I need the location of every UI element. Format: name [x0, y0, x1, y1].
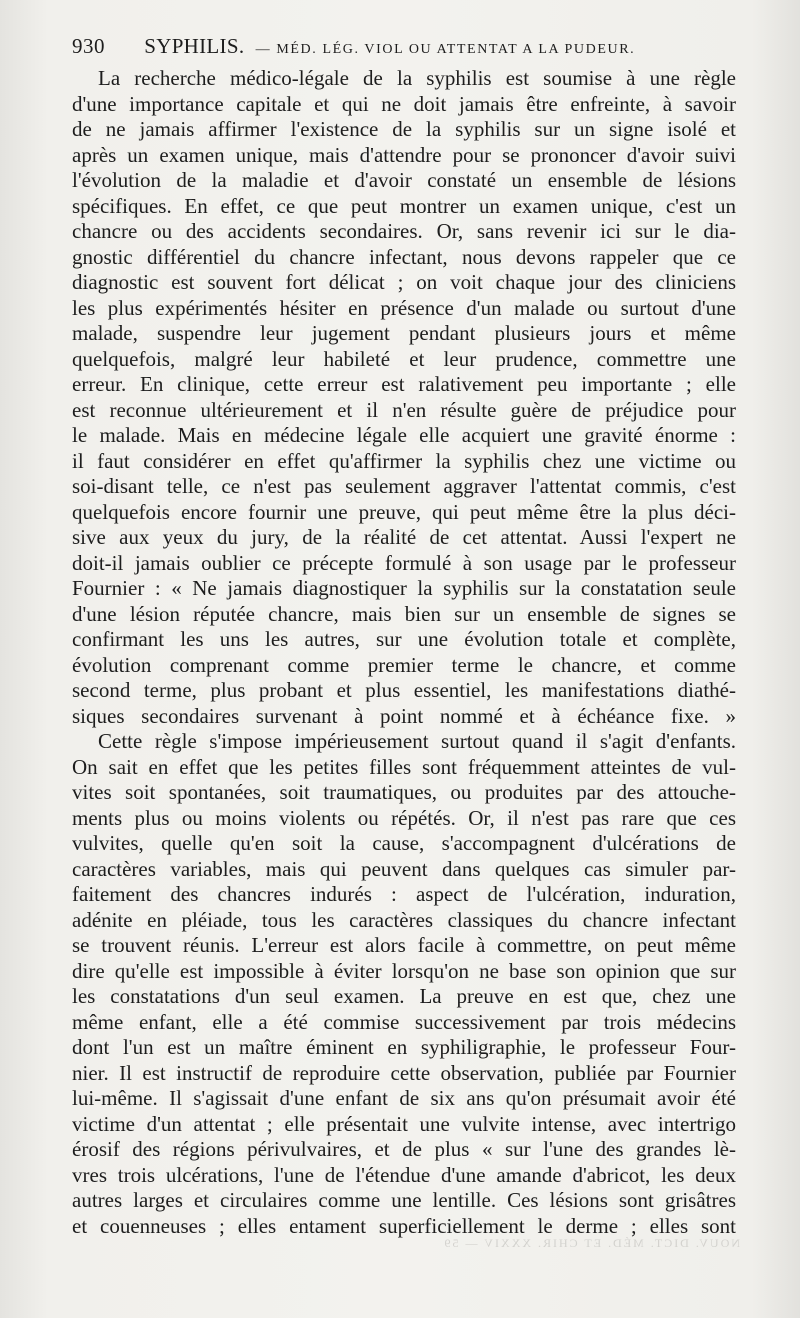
- text-line: érosif des régions périvulvaires, et de plus « sur l'une des grandes lè-: [72, 1137, 736, 1161]
- text-line: même enfant, elle a été commise successivement par trois médecins: [72, 1009, 736, 1034]
- text-line: dont l'un est un maître éminent en syphiligraphie, le professeur Four-: [72, 1035, 736, 1059]
- page-number: 930: [72, 34, 105, 58]
- text-line: malade, suspendre leur jugement pendant plusieurs jours et même: [72, 321, 736, 345]
- text-line: après un examen unique, mais d'attendre pour se prononcer d'avoir suivi: [72, 142, 736, 167]
- text-line: les plus expérimentés hésiter en présence d'un malade ou surtout d'une: [72, 295, 736, 320]
- text-line: caractères variables, mais qui peuvent dans quelques cas simuler par-: [72, 856, 736, 881]
- text-line: d'une lésion réputée chancre, mais bien sur un ensemble de signes se: [72, 601, 736, 626]
- text-line: chancre ou des accidents secondaires. Or, sans revenir ici sur le dia-: [72, 219, 736, 243]
- text-line: faitement des chancres indurés : aspect de l'ulcération, induration,: [72, 882, 736, 906]
- text-line: sive aux yeux du jury, de la réalité de cet attentat. Aussi l'expert ne: [72, 525, 736, 549]
- text-line: quelquefois encore fournir une preuve, qui peut même être la plus déci-: [72, 499, 736, 524]
- text-line: victime d'un attentat ; elle présentait une vulvite intense, avec intertrigo: [72, 1111, 736, 1136]
- text-line: le malade. Mais en médecine légale elle acquiert une gravité énorme :: [72, 423, 736, 447]
- text-line: La recherche médico-légale de la syphilis est soumise à une règle: [98, 66, 736, 90]
- text-line: vulvites, quelle qu'en soit la cause, s'accompagnent d'ulcérations de: [72, 831, 736, 855]
- text-line: quelquefois, malgré leur habileté et leur prudence, commettre une: [72, 346, 736, 371]
- text-line: l'évolution de la maladie et d'avoir constaté un ensemble de lésions: [72, 168, 736, 192]
- text-line: autres larges et circulaires comme une lentille. Ces lésions sont grisâtres: [72, 1188, 736, 1212]
- text-line: vres trois ulcérations, l'une de l'étendue d'une amande d'abricot, les deux: [72, 1162, 736, 1187]
- text-line: doit-il jamais oublier ce précepte formulé à son usage par le professeur: [72, 550, 736, 575]
- text-line: confirmant les uns les autres, sur une évolution totale et complète,: [72, 627, 736, 651]
- text-line: second terme, plus probant et plus essentiel, les manifestations diathé-: [72, 678, 736, 702]
- text-line: adénite en pléiade, tous les caractères classiques du chancre infectant: [72, 907, 736, 932]
- text-line: soi-disant telle, ce n'est pas seulement aggraver l'attentat commis, c'est: [72, 474, 736, 498]
- text-line: et couenneuses ; elles entament superficiellement le derme ; elles sont: [72, 1213, 736, 1238]
- text-line: est reconnue ultérieurement et il n'en résulte guère de préjudice pour: [72, 397, 736, 422]
- text-line: dire qu'elle est impossible à éviter lorsqu'on ne base son opinion que sur: [72, 958, 736, 983]
- text-line: erreur. En clinique, cette erreur est ralativement peu importante ; elle: [72, 372, 736, 396]
- section-subtitle: — MÉD. LÉG. VIOL OU ATTENTAT A LA PUDEUR.: [255, 42, 636, 57]
- text-line: il faut considérer en effet qu'affirmer la syphilis chez une victime ou: [72, 448, 736, 473]
- text-line: nier. Il est instructif de reproduire cette observation, publiée par Fournier: [72, 1060, 736, 1085]
- text-line: ments plus ou moins violents ou répétés. Or, il n'est pas rare que ces: [72, 805, 736, 830]
- text-line: On sait en effet que les petites filles sont fréquemment atteintes de vul-: [72, 754, 736, 779]
- running-head: [72, 30, 740, 62]
- body-text: [72, 66, 736, 1239]
- text-line: gnostic différentiel du chancre infectant, nous devons rappeler que ce: [72, 244, 736, 269]
- text-line: lui-même. Il s'agissait d'une enfant de six ans qu'on présumait avoir été: [72, 1086, 736, 1110]
- text-line: vites soit spontanées, soit traumatiques, ou produites par des attouche-: [72, 780, 736, 804]
- text-line: siques secondaires survenant à point nommé et à échéance fixe. »: [72, 703, 736, 728]
- text-line: diagnostic est souvent fort délicat ; on voit chaque jour des cliniciens: [72, 270, 736, 294]
- text-line: Fournier : « Ne jamais diagnostiquer la syphilis sur la constatation seule: [72, 576, 736, 600]
- show-through-text: NOUV. DICT. MÉD. ET CHIR. XXXIV — 59: [442, 1236, 740, 1250]
- section-title: SYPHILIS.: [144, 34, 245, 58]
- text-line: spécifiques. En effet, ce que peut montrer un examen unique, c'est un: [72, 193, 736, 218]
- text-line: d'une importance capitale et qui ne doit jamais être enfreinte, à savoir: [72, 91, 736, 116]
- text-line: Cette règle s'impose impérieusement surtout quand il s'agit d'enfants.: [98, 729, 736, 753]
- text-line: les constatations d'un seul examen. La preuve en est que, chez une: [72, 984, 736, 1008]
- text-line: se trouvent réunis. L'erreur est alors facile à commettre, on peut même: [72, 933, 736, 957]
- text-line: de ne jamais affirmer l'existence de la syphilis sur un signe isolé et: [72, 117, 736, 141]
- text-line: évolution comprenant comme premier terme le chancre, et comme: [72, 652, 736, 677]
